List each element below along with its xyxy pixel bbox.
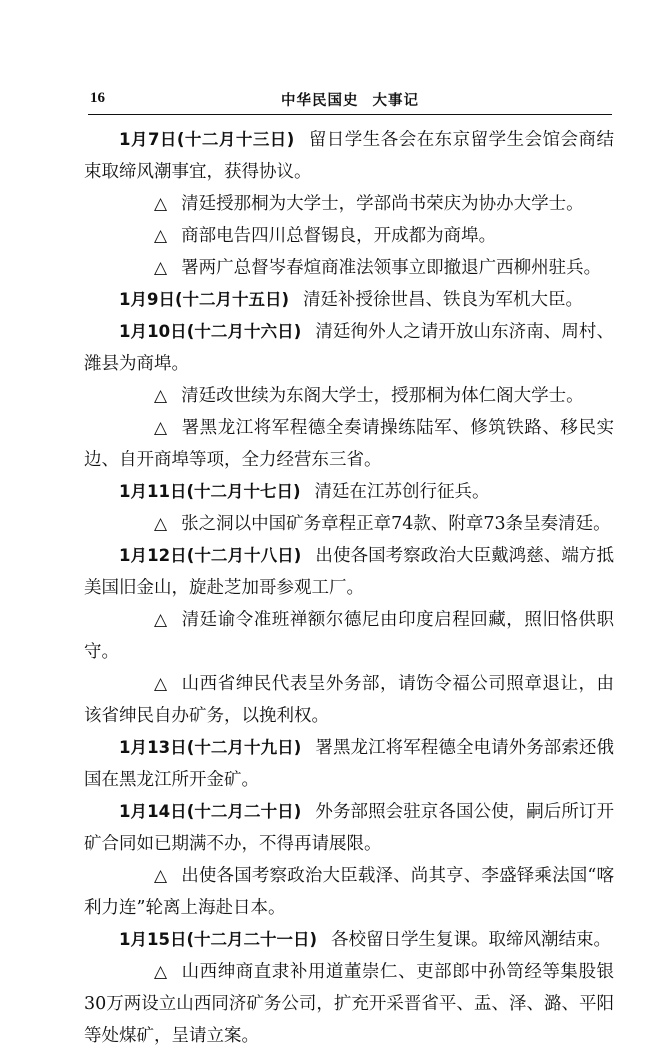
entry-text: 署两广总督岑春煊商准法领事立即撤退广西柳州驻兵。 xyxy=(181,258,602,278)
entry-text: 清廷补授徐世昌、铁良为军机大臣。 xyxy=(303,290,584,310)
entry-text: 署黑龙江将军程德全电请外务部索还俄国在黑龙江所开金矿。 xyxy=(84,738,615,790)
entry-date: 1月10日(十二月十六日) xyxy=(119,322,302,341)
entry-date: 1月7日(十二月十三日) xyxy=(119,130,295,149)
entry xyxy=(84,508,614,540)
triangle-marker: △ xyxy=(154,386,168,406)
entry-text: 清廷徇外人之请开放山东济南、周村、潍县为商埠。 xyxy=(84,322,615,374)
entry xyxy=(84,412,614,476)
entry-text: 清廷改世续为东阁大学士，授那桐为体仁阁大学士。 xyxy=(181,386,584,406)
entry-text: 出使各国考察政治大臣载泽、尚其亨、李盛铎乘法国“喀利力连”轮离上海赴日本。 xyxy=(84,866,614,918)
entry xyxy=(84,284,614,316)
entry-text: 外务部照会驻京各国公使，嗣后所订开矿合同如已期满不办，不得再请展限。 xyxy=(84,802,615,854)
entry-text: 张之洞以中国矿务章程正章74款、附章73条呈奏清廷。 xyxy=(181,514,611,534)
entry xyxy=(84,604,614,668)
entry-date: 1月13日(十二月十九日) xyxy=(119,738,302,757)
triangle-marker: △ xyxy=(154,866,168,886)
triangle-marker: △ xyxy=(154,194,168,214)
chronicle-body xyxy=(84,124,614,1052)
entry-date: 1月9日(十二月十五日) xyxy=(119,290,290,309)
entry-date: 1月12日(十二月十八日) xyxy=(119,546,302,565)
entry-date: 1月11日(十二月十七日) xyxy=(119,482,301,501)
entry xyxy=(84,316,614,380)
entry-text: 商部电告四川总督锡良，开成都为商埠。 xyxy=(181,226,497,246)
triangle-marker: △ xyxy=(154,258,168,278)
triangle-marker: △ xyxy=(154,674,168,694)
entry-text: 署黑龙江将军程德全奏请操练陆军、修筑铁路、移民实边、自开商埠等项，全力经营东三省。 xyxy=(84,418,614,470)
entry xyxy=(84,732,614,796)
entry xyxy=(84,956,614,1052)
entry xyxy=(84,540,614,604)
page-number: 16 xyxy=(90,90,105,106)
triangle-marker: △ xyxy=(154,514,168,534)
entry xyxy=(84,476,614,508)
entry xyxy=(84,668,614,732)
entry-text: 清廷授那桐为大学士，学部尚书荣庆为协办大学士。 xyxy=(181,194,584,214)
entry xyxy=(84,124,614,188)
triangle-marker: △ xyxy=(154,962,168,982)
entry xyxy=(84,380,614,412)
entry xyxy=(84,924,614,956)
entry-date: 1月15日(十二月二十一日) xyxy=(119,930,318,949)
page-header xyxy=(88,88,612,115)
entry-text: 山西省绅民代表呈外务部，请饬令福公司照章退让，由该省绅民自办矿务，以挽利权。 xyxy=(84,674,614,726)
entry-date: 1月14日(十二月二十日) xyxy=(119,802,302,821)
running-title: 中华民国史 大事记 xyxy=(280,93,420,109)
entry xyxy=(84,188,614,220)
triangle-marker: △ xyxy=(154,418,168,438)
triangle-marker: △ xyxy=(154,226,168,246)
entry-text: 出使各国考察政治大臣戴鸿慈、端方抵美国旧金山，旋赴芝加哥参观工厂。 xyxy=(84,546,615,598)
entry-text: 清廷谕令准班禅额尔德尼由印度启程回藏，照旧恪供职守。 xyxy=(84,610,614,662)
entry-text: 各校留日学生复课。取缔风潮结束。 xyxy=(331,930,612,950)
triangle-marker: △ xyxy=(154,610,168,630)
entry-text: 山西绅商直隶补用道董崇仁、吏部郎中孙笥经等集股银30万两设立山西同济矿务公司，扩充开采晋省平、盂、泽、潞、平阳等处煤矿，呈请立案。 xyxy=(84,962,614,1046)
entry-text: 清廷在江苏创行征兵。 xyxy=(314,482,490,502)
entry-text: 留日学生各会在东京留学生会馆会商结束取缔风潮事宜，获得协议。 xyxy=(84,130,615,182)
entry xyxy=(84,252,614,284)
entry xyxy=(84,220,614,252)
entry xyxy=(84,860,614,924)
entry xyxy=(84,796,614,860)
